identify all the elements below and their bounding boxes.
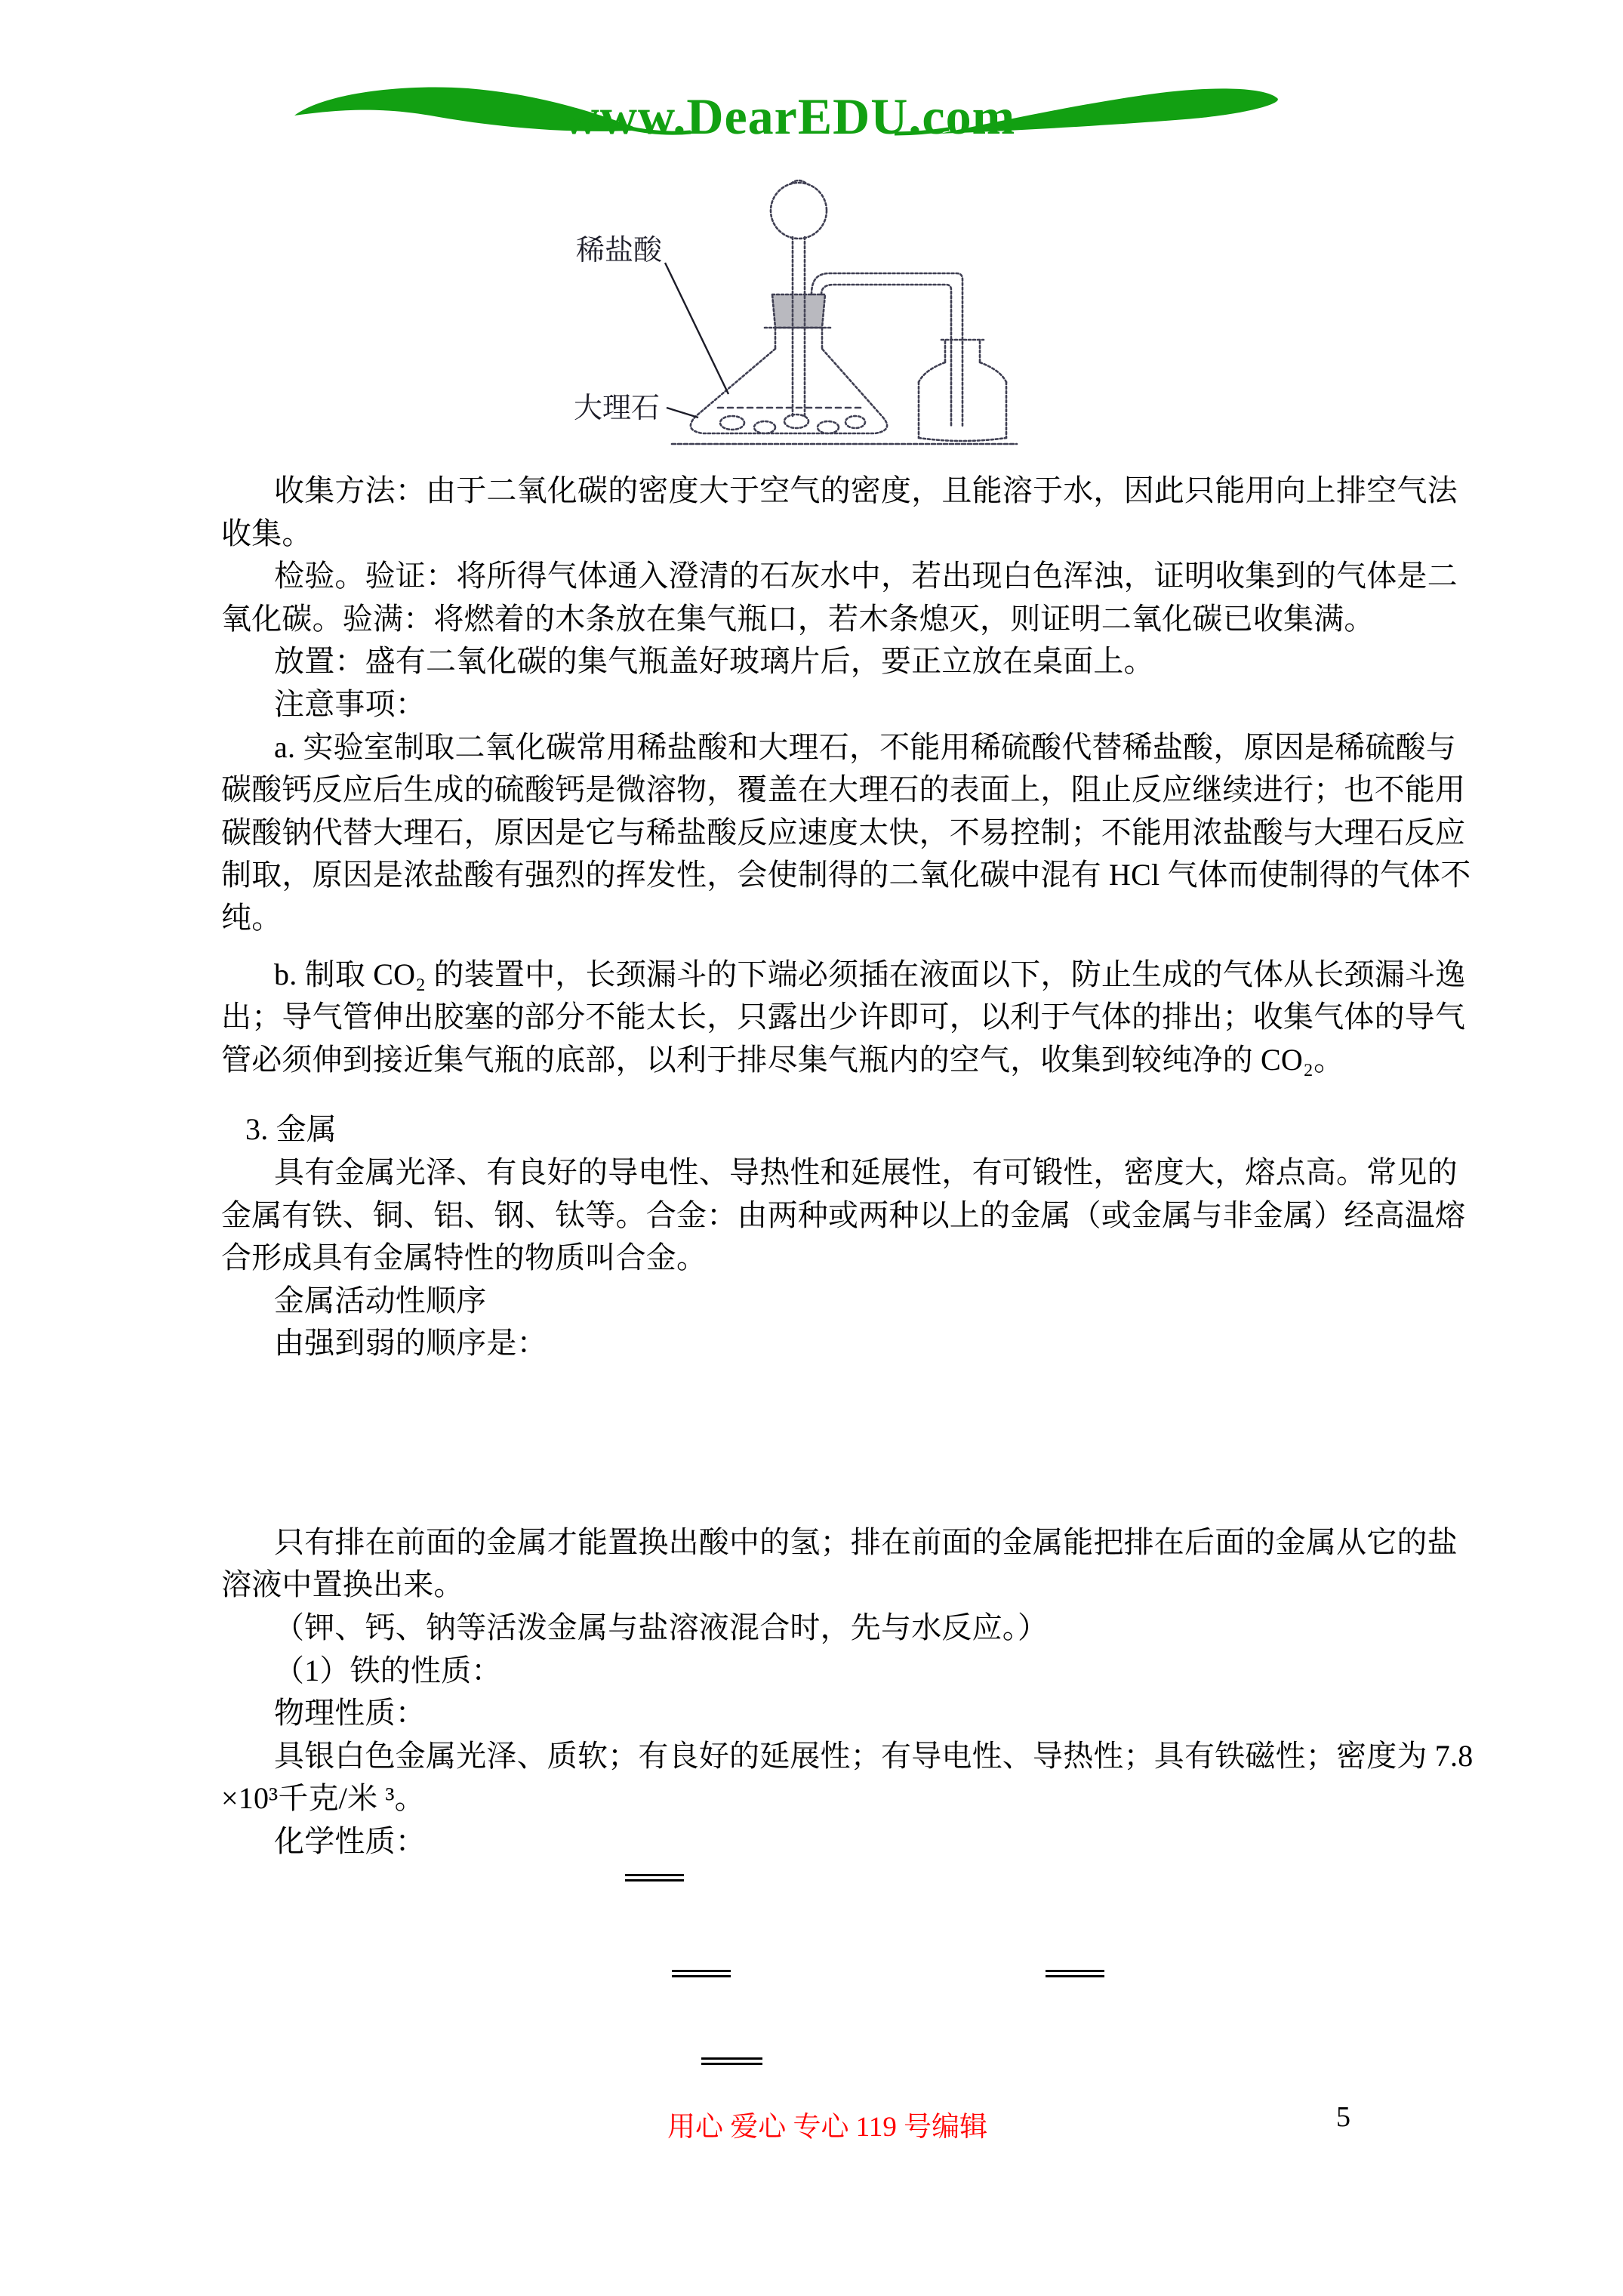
text-line: 管必须伸到接近集气瓶的底部，以利于排尽集气瓶内的空气，收集到较纯净的 CO₂。 (221, 1042, 1344, 1077)
delivery-tube-outer (812, 273, 962, 427)
body-text (221, 470, 1474, 1863)
equation-equals-mark (1046, 1970, 1104, 1977)
text-line: a. 实验室制取二氧化碳常用稀盐酸和大理石，不能用稀硫酸代替稀盐酸，原因是稀硫酸与 (274, 729, 1456, 764)
logo-text: www.DearEDU.com (562, 88, 1016, 145)
text-line: b. 制取 CO₂ 的装置中，长颈漏斗的下端必须插在液面以下，防止生成的气体从长颈漏斗逸 (274, 957, 1466, 991)
missing-image-spacer (221, 1365, 1450, 1521)
text-line: （1）铁的性质： (274, 1653, 502, 1687)
equation-equals-mark (701, 2057, 762, 2065)
dearedu-logo (291, 78, 1287, 153)
marble-chip (720, 416, 744, 430)
equation-equals-mark (625, 1874, 684, 1881)
text-line: 物理性质： (274, 1696, 426, 1730)
text-line: 放置：盛有二氧化碳的集气瓶盖好玻璃片后，要正立放在桌面上。 (274, 644, 1154, 679)
text-line: 只有排在前面的金属才能置换出酸中的氢；排在前面的金属能把排在后面的金属从它的盐 (274, 1524, 1458, 1559)
marble-chip (754, 421, 775, 433)
bottle-bottom (919, 438, 1006, 441)
text-line: 3. 金属 (245, 1112, 337, 1147)
page-number: 5 (1336, 2101, 1350, 2133)
text-line: 化学性质： (274, 1824, 426, 1859)
flask-neck (775, 328, 822, 349)
marble-chip (845, 416, 865, 428)
text-line: 注意事项： (274, 686, 426, 721)
funnel-bulb-icon (771, 183, 827, 239)
co2-apparatus-figure (570, 168, 1053, 470)
marble-label: 大理石 (574, 393, 661, 424)
text-line: 检验。验证：将所得气体通入澄清的石灰水中，若出现白色浑浊，证明收集到的气体是二 (274, 559, 1458, 593)
text-line: 纯。 (221, 900, 282, 935)
marble-pointer-line (667, 408, 698, 418)
text-line: ×10³千克/米 ³。 (221, 1781, 425, 1816)
marble-chip (784, 415, 808, 428)
text-line: 溶液中置换出来。 (221, 1567, 464, 1602)
text-line: 由强到弱的顺序是： (274, 1326, 547, 1361)
text-line: （钾、钙、钠等活泼金属与盐溶液混合时，先与水反应。） (274, 1610, 1049, 1645)
text-line: 出；导气管伸出胶塞的部分不能太长，只露出少许即可，以利于气体的排出；收集气体的导气 (221, 1000, 1466, 1034)
text-line: 收集方法：由于二氧化碳的密度大于空气的密度，且能溶于水，因此只能用向上排空气法 (274, 473, 1458, 507)
delivery-tube-inner (821, 285, 951, 427)
text-line: 碳酸钙反应后生成的硫酸钙是微溶物，覆盖在大理石的表面上，阻止反应继续进行；也不能用 (221, 772, 1466, 807)
text-line: 碳酸钠代替大理石，原因是它与稀盐酸反应速度太快，不易控制；不能用浓盐酸与大理石反应 (221, 815, 1466, 849)
text-line: 制取，原因是浓盐酸有强烈的挥发性，会使制得的二氧化碳中混有 HCl 气体而使制得的气体不 (221, 858, 1471, 892)
text-line: 具有金属光泽、有良好的导电性、导热性和延展性，有可锻性，密度大，熔点高。常见的 (274, 1154, 1458, 1189)
text-line: 金属有铁、铜、铝、钢、钛等。合金：由两种或两种以上的金属（或金属与非金属）经高温熔 (221, 1197, 1466, 1232)
marble-chip (818, 421, 839, 433)
equation-equals-mark (672, 1970, 731, 1977)
acid-pointer-line (665, 263, 728, 394)
acid-label: 稀盐酸 (576, 235, 663, 267)
text-line: 收集。 (221, 516, 313, 550)
footer-slogan: 用心 爱心 专心 119 号编辑 (667, 2112, 988, 2143)
text-line: 氧化碳。验满：将燃着的木条放在集气瓶口，若木条熄灭，则证明二氧化碳已收集满。 (221, 601, 1375, 636)
text-line: 具银白色金属光泽、质软；有良好的延展性；有导电性、导热性；具有铁磁性；密度为 7.8 (274, 1738, 1474, 1773)
text-line: 合形成具有金属特性的物质叫合金。 (221, 1240, 707, 1275)
text-line: 金属活动性顺序 (274, 1283, 487, 1318)
flask-stopper (772, 294, 825, 328)
